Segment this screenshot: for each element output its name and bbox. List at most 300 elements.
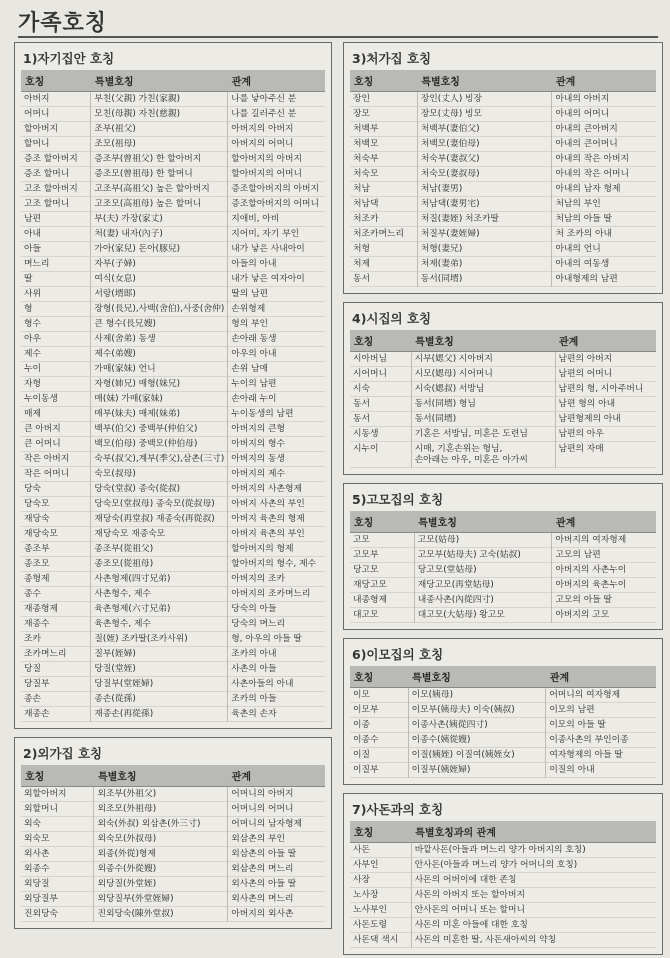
cell-relation: 할아버지의 아버지 [228,152,325,167]
section-title: 5)고모집의 호칭 [352,492,444,507]
cell-name: 노사부인 [353,904,387,915]
cell-name: 외할머니 [24,803,58,814]
table-row [350,533,656,548]
cell-special: 제수(弟嫂) [91,347,228,362]
table-row [350,578,656,593]
cell-name: 당숙모 [24,498,50,509]
cell-special: 육촌형제(六寸兄弟) [91,602,228,617]
cell-special: 고모(姑母) [414,533,552,548]
cell-name: 아들 [24,243,41,254]
cell-special: 사제(舍弟) 동생 [91,332,228,347]
cell-special: 가아(家兒) 돈아(豚兒) [91,242,228,257]
cell-special: 고조부(高祖父) 높은 할아버지 [91,182,228,197]
cell-relation: 아버지의 형수 [228,437,325,452]
cell-relation: 아내의 어머니 [552,107,656,122]
section-maternal-aunt-family [343,638,663,785]
cell-relation: 아버지의 고모 [552,608,656,623]
cell-special: 장형(長兄),사백(舍伯),사중(舍仲) [91,302,228,317]
cell-name: 재당숙모 [24,528,58,539]
cell-special: 육촌형수, 제수 [91,617,228,632]
cell-name: 당고모 [353,564,379,575]
cell-relation: 고모의 아들 딸 [552,593,656,608]
cell-name: 동서 [353,273,370,284]
cell-relation: 이종사촌의 부인이종 [546,733,656,748]
cell-special: 처숙모(妻叔母) [417,167,552,182]
table-row [350,608,656,623]
table-row [350,858,656,873]
kinship-table [350,330,656,468]
cell-special: 매부(妹夫) 매제(妹弟) [91,407,228,422]
title-divider [18,36,658,38]
table-row [21,332,325,347]
header-relation: 관계 [552,511,656,533]
cell-name: 고조 할아버지 [24,183,78,194]
header-special: 특별호칭 [408,666,546,688]
cell-special: 숙부(叔父),계부(季父),삼촌(三寸) [91,452,228,467]
cell-name: 종조부 [24,543,50,554]
page-title: 가족호칭 [18,11,108,36]
kinship-table [350,511,656,623]
table-row [350,703,656,718]
cell-relation: 아버지의 여자형제 [552,533,656,548]
table-row [21,167,325,182]
cell-special: 사촌형제(四寸兄弟) [91,572,228,587]
cell-special: 외종(外從)형제 [94,847,228,862]
cell-name: 처백부 [353,123,379,134]
table-row [21,152,325,167]
table-row [21,407,325,422]
cell-special: 내종사촌(內從四寸) [414,593,552,608]
cell-name: 외종수 [24,863,50,874]
header-special: 특별호칭 [417,70,552,92]
cell-relation: 아들의 아내 [228,257,325,272]
cell-name: 종형제 [24,573,50,584]
cell-name: 이종수 [353,734,379,745]
cell-special: 질부(姪婦) [91,647,228,662]
cell-special: 외당질부(外堂姪婦) [94,892,228,907]
table-row [350,888,656,903]
table-row [21,832,325,847]
cell-special: 매(妹) 가매(家妹) [91,392,228,407]
cell-special: 당숙(堂叔) 종숙(從叔) [91,482,228,497]
cell-name: 재종형제 [24,603,58,614]
cell-relation: 나를 낳아주신 분 [228,92,325,107]
table-row [21,437,325,452]
table-row [350,367,656,382]
cell-relation: 외삼촌의 부인 [228,832,325,847]
table-row [350,548,656,563]
cell-relation: 당숙의 아들 [228,602,325,617]
cell-name: 제수 [24,348,41,359]
section-title: 3)처가집 호칭 [352,51,432,66]
header-name: 호칭 [21,70,91,92]
cell-special: 부(夫) 가장(家丈) [91,212,228,227]
cell-name: 처백모 [353,138,379,149]
cell-name: 시어머니 [353,368,387,379]
cell-special: 당고모(堂姑母) [414,563,552,578]
table-row [21,497,325,512]
section-self-family [14,42,332,729]
cell-special: 기혼은 서방님, 미혼은 도련님 [411,427,555,442]
cell-relation: 아내의 아버지 [552,92,656,107]
table-row [350,563,656,578]
cell-relation: 아내의 큰어머니 [552,137,656,152]
cell-name: 형 [24,303,33,314]
cell-relation: 아버지의 사촌누이 [552,563,656,578]
cell-name: 종손 [24,693,41,704]
cell-special: 종손(從孫) [91,692,228,707]
cell-special-relation: 안사돈의 어머니 또는 할머니 [411,903,656,918]
cell-special: 부친(父親) 가친(家親) [91,92,228,107]
section-title: 4)시집의 호칭 [352,311,432,326]
cell-name: 당질 [24,663,41,674]
cell-special: 처남(妻男) [417,182,552,197]
right-column [343,42,663,958]
cell-relation: 어머니의 아버지 [228,787,325,802]
cell-relation: 아버지의 조카며느리 [228,587,325,602]
cell-relation: 남편의 아버지 [555,352,656,367]
cell-name: 조카며느리 [24,648,67,659]
table-row [350,152,656,167]
cell-special: 당질(堂姪) [91,662,228,677]
table-row [21,182,325,197]
cell-special: 외숙모(外叔母) [94,832,228,847]
cell-special: 서랑(壻郞) [91,287,228,302]
cell-relation: 나를 길러주신 분 [228,107,325,122]
header-special: 특별호칭 [411,330,555,352]
cell-name: 이모부 [353,704,379,715]
cell-special: 처백모(妻伯母) [417,137,552,152]
table-row [21,892,325,907]
cell-special-relation: 바깥사돈(아들과 며느리 양가 아버지의 호칭) [411,843,656,858]
table-row [21,632,325,647]
cell-relation: 사촌아들의 아내 [228,677,325,692]
cell-name: 처형 [353,243,370,254]
cell-relation: 이질의 아내 [546,763,656,778]
cell-relation: 손위형제 [228,302,325,317]
cell-name: 당질부 [24,678,50,689]
section-in-laws [343,793,663,955]
cell-relation: 아버지 육촌의 형제 [228,512,325,527]
cell-name: 할아버지 [24,123,58,134]
header-name: 호칭 [350,666,408,688]
table-row [350,272,656,287]
cell-special: 이질부(姨姪婦) [408,763,546,778]
cell-name: 재당숙 [24,513,50,524]
cell-relation: 외사촌의 며느리 [228,892,325,907]
table-row [21,862,325,877]
table-row [350,382,656,397]
cell-special: 동서(同壻) [417,272,552,287]
cell-name: 큰 아버지 [24,423,61,434]
header-special-relation: 특별호칭과의 관계 [411,821,656,843]
cell-special: 자부(子婦) [91,257,228,272]
cell-relation: 이모의 아들 딸 [546,718,656,733]
table-row [350,227,656,242]
table-row [350,748,656,763]
table-row [350,122,656,137]
cell-relation: 할아버지의 형수, 제수 [228,557,325,572]
header-relation: 관계 [228,765,325,787]
header-name: 호칭 [350,330,411,352]
cell-relation: 처 조카의 아내 [552,227,656,242]
cell-special: 종조모(從祖母) [91,557,228,572]
cell-relation: 어머니의 어머니 [228,802,325,817]
cell-relation: 아우의 아내 [228,347,325,362]
cell-special: 처제(妻弟) [417,257,552,272]
table-row [350,257,656,272]
cell-special: 당질부(堂姪婦) [91,677,228,692]
table-row [21,817,325,832]
cell-relation: 처남의 부인 [552,197,656,212]
cell-special: 장모(丈母) 빙모 [417,107,552,122]
table-row [21,467,325,482]
table-row [21,877,325,892]
cell-special: 처숙부(妻叔父) [417,152,552,167]
kinship-table [21,765,325,922]
header-relation: 관계 [552,70,656,92]
section-title: 1)자기집안 호칭 [23,51,115,66]
cell-relation: 아버지의 동생 [228,452,325,467]
table-row [21,362,325,377]
table-row [21,647,325,662]
cell-name: 처숙모 [353,168,379,179]
cell-special: 처형(妻兄) [417,242,552,257]
cell-relation: 증조할아버지의 아버지 [228,182,325,197]
cell-relation: 아버지의 큰형 [228,422,325,437]
cell-special: 종조부(從祖父) [91,542,228,557]
cell-special-relation: 사돈의 어버이에 대한 존칭 [411,873,656,888]
cell-special: 외당질(外堂姪) [94,877,228,892]
cell-special-relation: 사돈의 미혼한 딸, 사돈새아씨의 약칭 [411,933,656,948]
cell-name: 외사촌 [24,848,50,859]
cell-relation: 누이의 남편 [228,377,325,392]
cell-special: 외종수(外從嫂) [94,862,228,877]
table-row [350,212,656,227]
cell-special: 이모부(姨母夫) 이숙(姨叔) [408,703,546,718]
cell-special: 외숙(外叔) 외삼촌(外三寸) [94,817,228,832]
table-row [21,542,325,557]
table-row [350,352,656,367]
cell-special: 처질부(妻姪婦) [417,227,552,242]
cell-name: 대고모 [353,609,379,620]
table-row [21,107,325,122]
kinship-table [350,821,656,948]
cell-name: 고모 [353,534,370,545]
cell-special: 큰 형수(長兄嫂) [91,317,228,332]
cell-special: 진외당숙(陳外堂叔) [94,907,228,922]
cell-relation: 남편형제의 아내 [555,412,656,427]
cell-name: 이모 [353,689,370,700]
kinship-table [21,70,325,722]
table-row [350,718,656,733]
section-title: 2)외가집 호칭 [23,746,103,761]
header-special: 특별호칭 [91,70,228,92]
table-row [21,452,325,467]
cell-special: 모친(母親) 자친(慈親) [91,107,228,122]
table-row [21,787,325,802]
cell-name: 종조모 [24,558,50,569]
cell-name: 노사장 [353,889,379,900]
cell-name: 처조카며느리 [353,228,404,239]
table-row [21,707,325,722]
cell-name: 외당질 [24,878,50,889]
table-row [350,688,656,703]
cell-special: 동서(同壻) 형님 [411,397,555,412]
cell-name: 처남 [353,183,370,194]
cell-name: 외할아버지 [24,788,67,799]
cell-special: 고조모(高祖母) 높은 할머니 [91,197,228,212]
cell-special: 이모(姨母) [408,688,546,703]
kinship-table [350,666,656,778]
cell-special: 숙모(叔母) [91,467,228,482]
cell-name: 사돈 [353,844,370,855]
cell-name: 사돈도령 [353,919,387,930]
cell-special: 백부(伯父) 중백부(仲伯父) [91,422,228,437]
header-relation: 관계 [546,666,656,688]
cell-relation: 손위 남매 [228,362,325,377]
cell-name: 외숙 [24,818,41,829]
cell-special: 조부(祖父) [91,122,228,137]
cell-special: 여식(女息) [91,272,228,287]
cell-relation: 아내의 여동생 [552,257,656,272]
cell-special: 동서(同壻) [411,412,555,427]
cell-relation: 외삼촌의 아들 딸 [228,847,325,862]
table-row [350,182,656,197]
table-row [21,197,325,212]
cell-relation: 증조할아버지의 어머니 [228,197,325,212]
table-row [350,903,656,918]
header-relation: 관계 [555,330,656,352]
cell-name: 아우 [24,333,41,344]
table-row [350,397,656,412]
cell-special: 시매, 기혼손위는 형님, 손아래는 아우, 미혼은 아가씨 [411,442,555,468]
cell-name: 동서 [353,398,370,409]
table-row [350,593,656,608]
cell-special: 장인(丈人) 빙장 [417,92,552,107]
cell-relation: 육촌의 손자 [228,707,325,722]
cell-name: 사부인 [353,859,379,870]
cell-name: 증조 할머니 [24,168,70,179]
cell-relation: 남편의 형, 시아주버니 [555,382,656,397]
table-row [350,933,656,948]
cell-special: 조모(祖母) [91,137,228,152]
table-row [21,847,325,862]
cell-relation: 아내의 언니 [552,242,656,257]
table-row [21,482,325,497]
header-special: 특별호칭 [94,765,228,787]
table-row [350,733,656,748]
cell-special: 증조모(曾祖母) 한 할머니 [91,167,228,182]
cell-name: 남편 [24,213,41,224]
cell-special: 증조부(曾祖父) 한 할아버지 [91,152,228,167]
table-row [350,843,656,858]
cell-name: 내종형제 [353,594,387,605]
cell-name: 사돈댁 색시 [353,934,399,945]
table-row [21,242,325,257]
cell-name: 작은 어머니 [24,468,70,479]
cell-special: 처(妻) 내자(內子) [91,227,228,242]
cell-name: 형수 [24,318,41,329]
table-row [21,302,325,317]
table-row [350,167,656,182]
cell-special: 고모부(姑母夫) 고숙(姑叔) [414,548,552,563]
cell-name: 증조 할아버지 [24,153,78,164]
cell-name: 매제 [24,408,41,419]
cell-name: 딸 [24,273,33,284]
table-row [21,662,325,677]
table-row [350,873,656,888]
cell-special: 처질(妻姪) 처조카딸 [417,212,552,227]
table-row [21,257,325,272]
cell-relation: 외삼촌의 며느리 [228,862,325,877]
cell-special: 시모(媤母) 시어머니 [411,367,555,382]
cell-special: 질(姪) 조카딸(조카사위) [91,632,228,647]
table-row [350,442,656,468]
section-husband-family [343,302,663,475]
cell-special: 외조부(外祖父) [94,787,228,802]
table-row [21,287,325,302]
table-row [21,422,325,437]
cell-name: 처숙부 [353,153,379,164]
cell-relation: 아버지의 어머니 [228,137,325,152]
cell-name: 자형 [24,378,41,389]
cell-special: 이질(姨姪) 이질여(姨姪女) [408,748,546,763]
cell-relation: 여자형제의 아들 딸 [546,748,656,763]
header-name: 호칭 [350,821,411,843]
cell-name: 시숙 [353,383,370,394]
table-row [21,212,325,227]
cell-name: 조카 [24,633,41,644]
cell-relation: 누이동생의 남편 [228,407,325,422]
cell-name: 아버지 [24,93,50,104]
table-row [21,692,325,707]
section-title: 7)사돈과의 호칭 [352,802,444,817]
cell-relation: 이모의 남편 [546,703,656,718]
cell-relation: 아내의 작은 어머니 [552,167,656,182]
table-row [21,907,325,922]
cell-relation: 아내의 남자 형제 [552,182,656,197]
header-special: 특별호칭 [414,511,552,533]
cell-name: 사위 [24,288,41,299]
cell-relation: 아버지의 육촌누이 [552,578,656,593]
cell-name: 어머니 [24,108,50,119]
cell-special: 백모(伯母) 중백모(仲伯母) [91,437,228,452]
cell-name: 며느리 [24,258,50,269]
cell-relation: 아버지의 사촌형제 [228,482,325,497]
cell-relation: 아버지의 아버지 [228,122,325,137]
cell-relation: 조카의 아들 [228,692,325,707]
table-row [350,763,656,778]
table-row [21,617,325,632]
cell-relation: 손아래 누이 [228,392,325,407]
cell-name: 장인 [353,93,370,104]
table-row [21,122,325,137]
cell-name: 시아버님 [353,353,387,364]
cell-relation: 아내의 작은 아버지 [552,152,656,167]
cell-relation: 처남의 아들 딸 [552,212,656,227]
table-row [21,317,325,332]
table-row [21,392,325,407]
section-title: 6)이모집의 호칭 [352,647,444,662]
section-paternal-aunt-family [343,483,663,630]
cell-special: 재당고모(再堂姑母) [414,578,552,593]
cell-name: 고조 할머니 [24,198,70,209]
cell-special: 시부(媤父) 시아버지 [411,352,555,367]
section-maternal-family [14,737,332,929]
table-row [21,677,325,692]
cell-relation: 남편의 자매 [555,442,656,468]
